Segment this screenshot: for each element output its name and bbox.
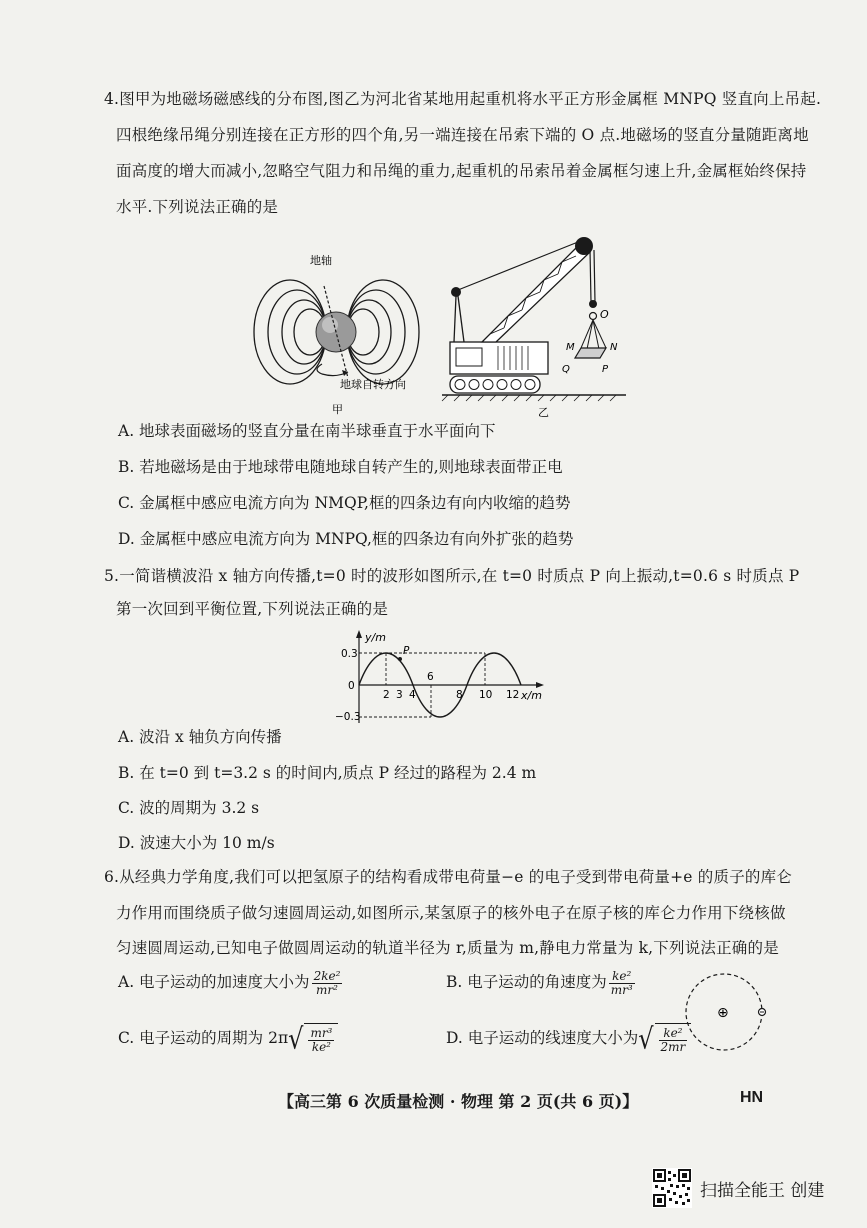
q4-line-1: 4.图甲为地磁场磁感线的分布图,图乙为河北省某地用起重机将水平正方形金属框 MNPQ 竖直向上吊起. xyxy=(104,90,822,108)
q5-line-2: 第一次回到平衡位置,下列说法正确的是 xyxy=(116,600,389,618)
mast-pulley xyxy=(451,287,461,297)
q6-option-c-fraction xyxy=(308,1027,334,1054)
x-tick-4: 4 xyxy=(409,689,416,701)
q6-option-d-denominator: 2mr xyxy=(660,1040,686,1054)
q4-line-4: 水平.下列说法正确的是 xyxy=(116,198,279,216)
q6-option-d-text: D. 电子运动的线速度大小为 xyxy=(446,1029,639,1047)
q5-line-1: 5.一简谐横波沿 x 轴方向传播,t=0 时的波形如图所示,在 t=0 时质点 P 向上振动,t=0.6 s 时质点 P xyxy=(104,567,800,585)
y-tick-zero: 0 xyxy=(348,680,355,692)
q4-option-c: C. 金属框中感应电流方向为 NMQP,框的四条边有向内收缩的趋势 xyxy=(118,494,571,512)
q4-option-d: D. 金属框中感应电流方向为 MNPQ,框的四条边有向外扩张的趋势 xyxy=(118,530,574,548)
x-axis-label: x/m xyxy=(521,689,542,702)
label-M: M xyxy=(566,342,575,353)
q6-option-a-denominator: mr² xyxy=(316,982,338,997)
q6-option-a-numerator: 2ke² xyxy=(313,968,341,983)
q6-option-a-fraction xyxy=(312,970,343,997)
sqrt-sign-icon: √ xyxy=(638,1022,654,1056)
y-axis-label: y/m xyxy=(365,631,386,644)
x-tick-8: 8 xyxy=(456,689,463,701)
sqrt-sign-icon: √ xyxy=(288,1022,304,1056)
earth-axis-label: 地轴 xyxy=(310,254,332,267)
q6-option-c-text: C. 电子运动的周期为 2π xyxy=(118,1029,289,1047)
q5-option-c: C. 波的周期为 3.2 s xyxy=(118,799,260,817)
crane-figure xyxy=(438,230,638,420)
q6-option-b-denominator: mr³ xyxy=(610,982,633,997)
label-N: N xyxy=(610,342,618,353)
y-tick-top: 0.3 xyxy=(341,648,358,660)
q5-option-a: A. 波沿 x 轴负方向传播 xyxy=(118,728,282,746)
point-P-label: P xyxy=(403,645,410,657)
rotation-label: 地球自转方向 xyxy=(340,378,406,391)
x-tick-2: 2 xyxy=(383,689,390,701)
label-Q: Q xyxy=(562,364,570,375)
q5-option-b: B. 在 t=0 到 t=3.2 s 的时间内,质点 P 经过的路程为 2.4 m xyxy=(118,764,537,782)
q6-option-a xyxy=(118,967,344,997)
crane-body xyxy=(450,342,548,374)
q6-option-b-text: B. 电子运动的角速度为 xyxy=(446,973,607,991)
q6-option-c-numerator: mr³ xyxy=(310,1026,333,1040)
q6-option-a-text: A. 电子运动的加速度大小为 xyxy=(118,973,310,991)
q6-option-d-numerator: ke² xyxy=(659,1027,688,1041)
q6-option-b-fraction xyxy=(609,970,635,997)
hook-point-O xyxy=(590,313,597,320)
geomagnetic-field-figure xyxy=(250,246,425,421)
q6-line-3: 匀速圆周运动,已知电子做圆周运动的轨道半径为 r,质量为 m,静电力常量为 k,下列说法正确的是 xyxy=(116,939,779,957)
label-O: O xyxy=(600,308,609,321)
qr-code-icon xyxy=(652,1168,692,1208)
q5-option-d: D. 波速大小为 10 m/s xyxy=(118,834,275,852)
q6-option-c xyxy=(118,1022,338,1056)
q4-line-3: 面高度的增大而减小,忽略空气阻力和吊绳的重力,起重机的吊索吊着金属框匀速上升,金属框始终保持 xyxy=(116,162,807,180)
q4-option-a: A. 地球表面磁场的竖直分量在南半球垂直于水平面向下 xyxy=(118,422,496,440)
label-P: P xyxy=(602,364,609,375)
page-footer: 【高三第 6 次质量检测 · 物理 第 2 页(共 6 页)】 xyxy=(278,1092,639,1111)
q6-option-c-denominator: ke² xyxy=(311,1040,331,1054)
q6-line-2: 力作用而围绕质子做匀速圆周运动,如图所示,某氢原子的核外电子在原子核的库仑力作用下绕核做 xyxy=(116,904,786,922)
q6-option-b-numerator: ke² xyxy=(609,970,635,984)
footer-code: HN xyxy=(740,1089,764,1106)
x-tick-3: 3 xyxy=(396,689,403,701)
q6-option-b xyxy=(446,967,637,997)
hydrogen-atom-figure xyxy=(680,968,770,1058)
point-P-dot xyxy=(398,657,402,661)
q4-line-2: 四根绝缘吊绳分别连接在正方形的四个角,另一端连接在吊索下端的 O 点.地磁场的竖直分量随距离地 xyxy=(116,126,809,144)
x-tick-6: 6 xyxy=(427,671,434,683)
metal-frame-MNPQ xyxy=(575,348,606,358)
figure-yi-label: 乙 xyxy=(538,406,549,419)
q6-option-d xyxy=(446,1022,691,1056)
x-tick-12: 12 xyxy=(506,689,520,701)
y-tick-bottom: −0.3 xyxy=(335,711,361,723)
x-tick-10: 10 xyxy=(479,689,493,701)
nucleus-icon: ⊕ xyxy=(717,1005,729,1021)
q6-line-1: 6.从经典力学角度,我们可以把氢原子的结构看成带电荷量−e 的电子受到带电荷量+e 的质子的库仑 xyxy=(104,868,792,886)
figure-jia-label: 甲 xyxy=(332,403,343,416)
scanner-watermark: 扫描全能王 创建 xyxy=(700,1181,825,1201)
ground-hatching xyxy=(442,395,616,401)
q4-option-b: B. 若地磁场是由于地球带电随地球自转产生的,则地球表面带正电 xyxy=(118,458,563,476)
wave-graph xyxy=(325,628,555,728)
